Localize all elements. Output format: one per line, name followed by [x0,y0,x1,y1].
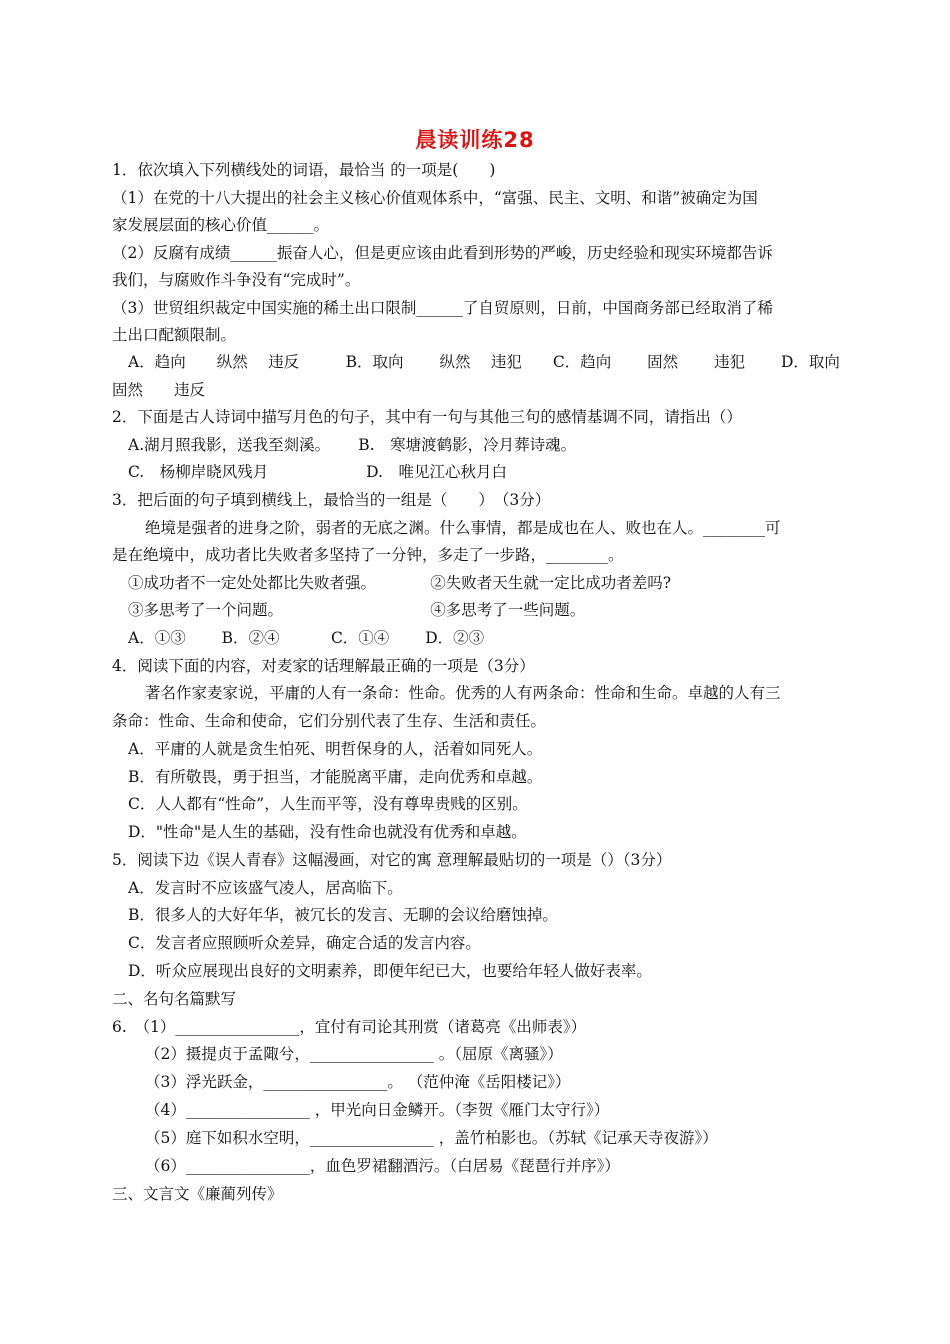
q3-sentences-12: ①成功者不一定处处都比失败者强。 ②失败者天生就一定比成功者差吗? [128,574,672,592]
q3-options: A．①③ B．②④ C．①④ D．②③ [128,629,485,647]
q6-item4: （4）________________ ，甲光向日金鳞开。（李贺《雁门太守行》） [145,1101,610,1119]
q4-option-b: B．有所敬畏，勇于担当，才能脱离平庸，走向优秀和卓越。 [128,768,543,786]
q4-passage-line1: 著名作家麦家说，平庸的人有一条命：性命。优秀的人有两条命：性命和生命。卓越的人有三 [145,684,781,702]
q3-passage-line2: 是在绝境中，成功者比失败者多坚持了一分钟，多走了一步路，________。 [112,546,624,564]
q6-item5: （5）庭下如积水空明，________________ ，盖竹柏影也。（苏轼《记承天寺夜游》） [145,1129,718,1147]
q4-stem: 4．阅读下面的内容，对麦家的话理解最正确的一项是（3分） [112,657,535,675]
q6-item6: （6）________________，血色罗裙翻酒污。（白居易《琵琶行并序》） [145,1157,620,1175]
q4-option-c: C．人人都有“性命”，人生而平等，没有尊卑贵贱的区别。 [128,795,528,813]
q5-option-c: C．发言者应照顾听众差异，确定合适的发言内容。 [128,934,481,952]
q5-option-a: A．发言时不应该盛气凌人，居高临下。 [128,879,403,897]
q3-sentences-34: ③多思考了一个问题。 ④多思考了一些问题。 [128,601,586,619]
q1-item1-line1: （1）在党的十八大提出的社会主义核心价值观体系中，“富强、民主、文明、和谐”被确定为国 [112,189,758,207]
q1-item3-line2: 土出口配额限制。 [112,326,237,344]
q5-option-b: B．很多人的大好年华，被冗长的发言、无聊的会议给磨蚀掉。 [128,906,558,924]
q6-item2: （2）摄提贞于孟陬兮，________________ 。（屈原《离骚》） [145,1045,563,1063]
q2-options-cd: C. 杨柳岸晓风残月 D. 唯见江心秋月白 [128,463,507,481]
q4-option-a: A．平庸的人就是贪生怕死、明哲保身的人，活着如同死人。 [128,740,543,758]
q3-passage-line1: 绝境是强者的进身之阶，弱者的无底之渊。什么事情，都是成也在人、败也在人。________可 [145,519,781,537]
q4-passage-line2: 条命：性命、生命和使命，它们分别代表了生存、生活和责任。 [112,712,547,730]
q1-item2-line2: 我们，与腐败作斗争没有“完成时”。 [112,271,361,289]
q1-item3-line1: （3）世贸组织裁定中国实施的稀土出口限制______了自贸原则，日前，中国商务部已经取消了稀 [112,299,773,317]
q1-options-line2: 固然 违反 [112,381,206,399]
page-title: 晨读训练28 [415,128,535,152]
q3-stem: 3．把后面的句子填到横线上，最恰当的一组是（ ） （3分） [112,491,551,509]
q1-stem: 1．依次填入下列横线处的词语，最恰当 的一项是( ) [112,161,496,179]
section-3-heading: 三、文言文《廉蔺列传》 [112,1185,283,1203]
q2-stem: 2．下面是古人诗词中描写月色的句子，其中有一句与其他三句的感情基调不同，请指出（） [112,408,742,426]
q2-options-ab: A.湖月照我影，送我至剡溪。 B. 寒塘渡鹤影，冷月葬诗魂。 [128,436,577,454]
q6-item3: （3）浮光跃金，________________。 （范仲淹《岳阳楼记》） [145,1073,571,1091]
q5-stem: 5．阅读下边《误人青春》这幅漫画，对它的寓 意理解最贴切的一项是（）（3分） [112,851,672,869]
q5-option-d: D．听众应展现出良好的文明素养，即便年纪已大，也要给年轻人做好表率。 [128,962,652,980]
q1-options-line1: A．趋向 纵然 违反 B．取向 纵然 违犯 C．趋向 固然 违犯 D．取向 [128,353,840,371]
q4-option-d: D．"性命"是人生的基础，没有性命也就没有优秀和卓越。 [128,823,527,841]
section-2-heading: 二、名句名篇默写 [112,990,237,1008]
q1-item2-line1: （2）反腐有成绩______振奋人心，但是更应该由此看到形势的严峻，历史经验和现实环境都告诉 [112,244,773,262]
q6-item1: 6. （1）________________，宜付有司论其刑赏（诸葛亮《出师表》） [112,1018,587,1036]
q1-item1-line2: 家发展层面的核心价值______。 [112,216,330,234]
